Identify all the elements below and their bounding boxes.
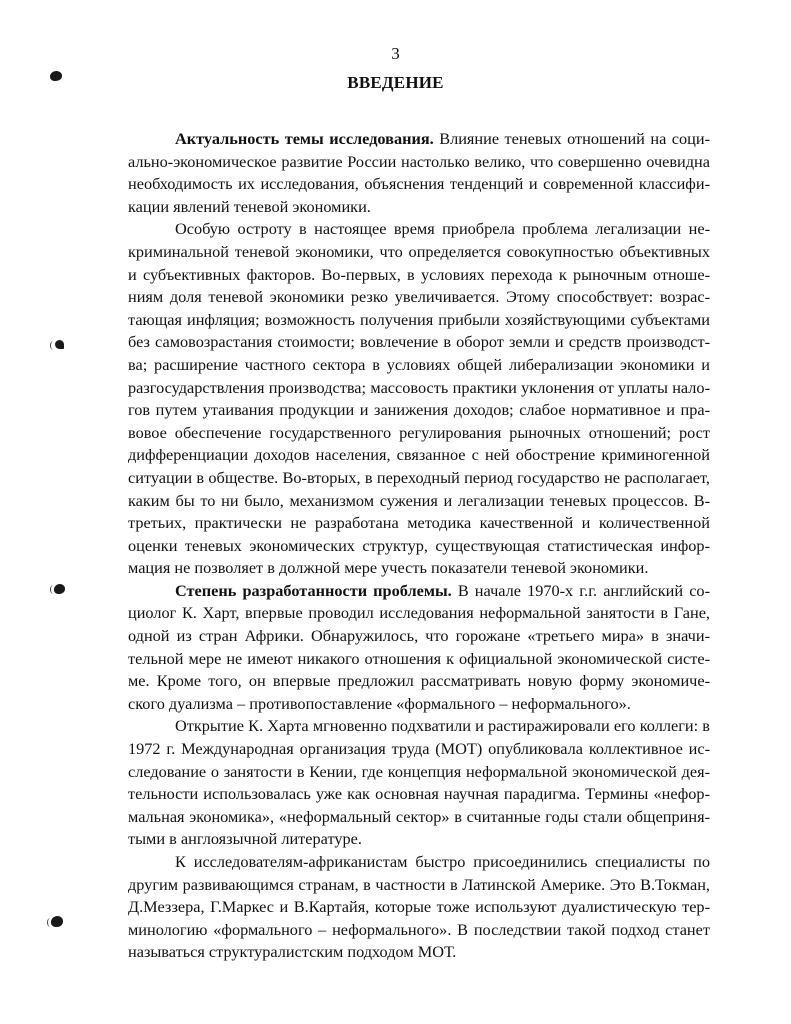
paragraph-relevance: [128, 128, 710, 218]
binding-hole-mark: [54, 584, 65, 594]
paragraph-text: Особую остроту в настоящее время приобрела проблема легализации некриминальной теневой экономики, что определяется совокупностью объективных и субъективных факторов. Во-первых, в условиях перехода к рыночным отношениям доля теневой экономики резко увеличивается. Этому способствует: возрастающая инфляция; возможность получения прибыли хозяйствующими субъектами без самовозрастания стоимости; вовлечение в оборот земли и средств производства; расширение частного сектора в условиях общей либерализации экономики и разгосударствления производства; массовость практики уклонения от уплаты налогов путем утаивания продукции и занижения доходов; слабое нормативное и правовое обеспечение государственного регулирования рыночных отношений; рост дифференциации доходов населения, связанное с ней обострение криминогенной ситуации в обществе. Во-вторых, в переходный период государство не располагает, каким бы то ни было, механизмом сужения и легализации теневых процессов. В-третьих, практически не разработана методика качественной и количественной оценки теневых экономических структур, существующая статистическая информация не позволяет в должной мере учесть показатели теневой экономики.: [128, 219, 710, 578]
paragraph-text: Открытие К. Харта мгновенно подхватили и растиражировали его коллеги: в 1972 г. Международная организация труда (МОТ) опубликовала коллективное исследование о занятости в Кении, где концепция неформальной экономической деятельности использовалась уже как основная научная парадигма. Термины «неформальная экономика», «неформальный сектор» в считанные годы стали общепринятыми в англоязычной литературе.: [128, 716, 710, 849]
paragraph-lead: Степень разработанности проблемы.: [175, 580, 452, 600]
paragraph-text: В начале 1970-х г.г. английский социолог К. Харт, впервые проводил исследования неформальной занятости в Гане, одной из стран Африки. Обнаружилось, что горожане «третьего мира» в значительной мере не имеют никакого отношения к официальной экономической системе. Кроме того, он впервые предложил рассматривать новую форму экономического дуализма – противопоставление «формального – неформального».: [128, 580, 710, 713]
binding-hole-mark: [55, 340, 64, 349]
section-heading: ВВЕДЕНИЕ: [347, 73, 444, 92]
paragraph-text: К исследователям-африканистам быстро присоединились специалисты по другим развивающимся странам, в частности в Латинской Америке. Это В.Токман, Д.Меззера, Г.Маркес и В.Картайя, которые тоже используют дуалистическую терминологию «формального – неформального». В последствии такой подход станет называться структуралистским подходом МОТ.: [128, 852, 710, 962]
binding-hole-mark: [51, 916, 63, 927]
paragraph-hart-discovery: [128, 715, 710, 851]
paragraph-africanists: [128, 851, 710, 964]
paragraph-legalization: [128, 218, 710, 580]
paragraph-lead: Актуальность темы исследования.: [175, 129, 434, 148]
page-number: 3: [391, 44, 400, 63]
paragraph-text: Влияние теневых отношений на социально-экономическое развитие России настолько велико, что совершенно очевидна необходимость их исследования, объяснения тенденций и современной классификации явлений теневой экономики.: [128, 129, 710, 216]
paragraph-degree-of-study: [128, 580, 710, 716]
body-text: [128, 128, 710, 964]
